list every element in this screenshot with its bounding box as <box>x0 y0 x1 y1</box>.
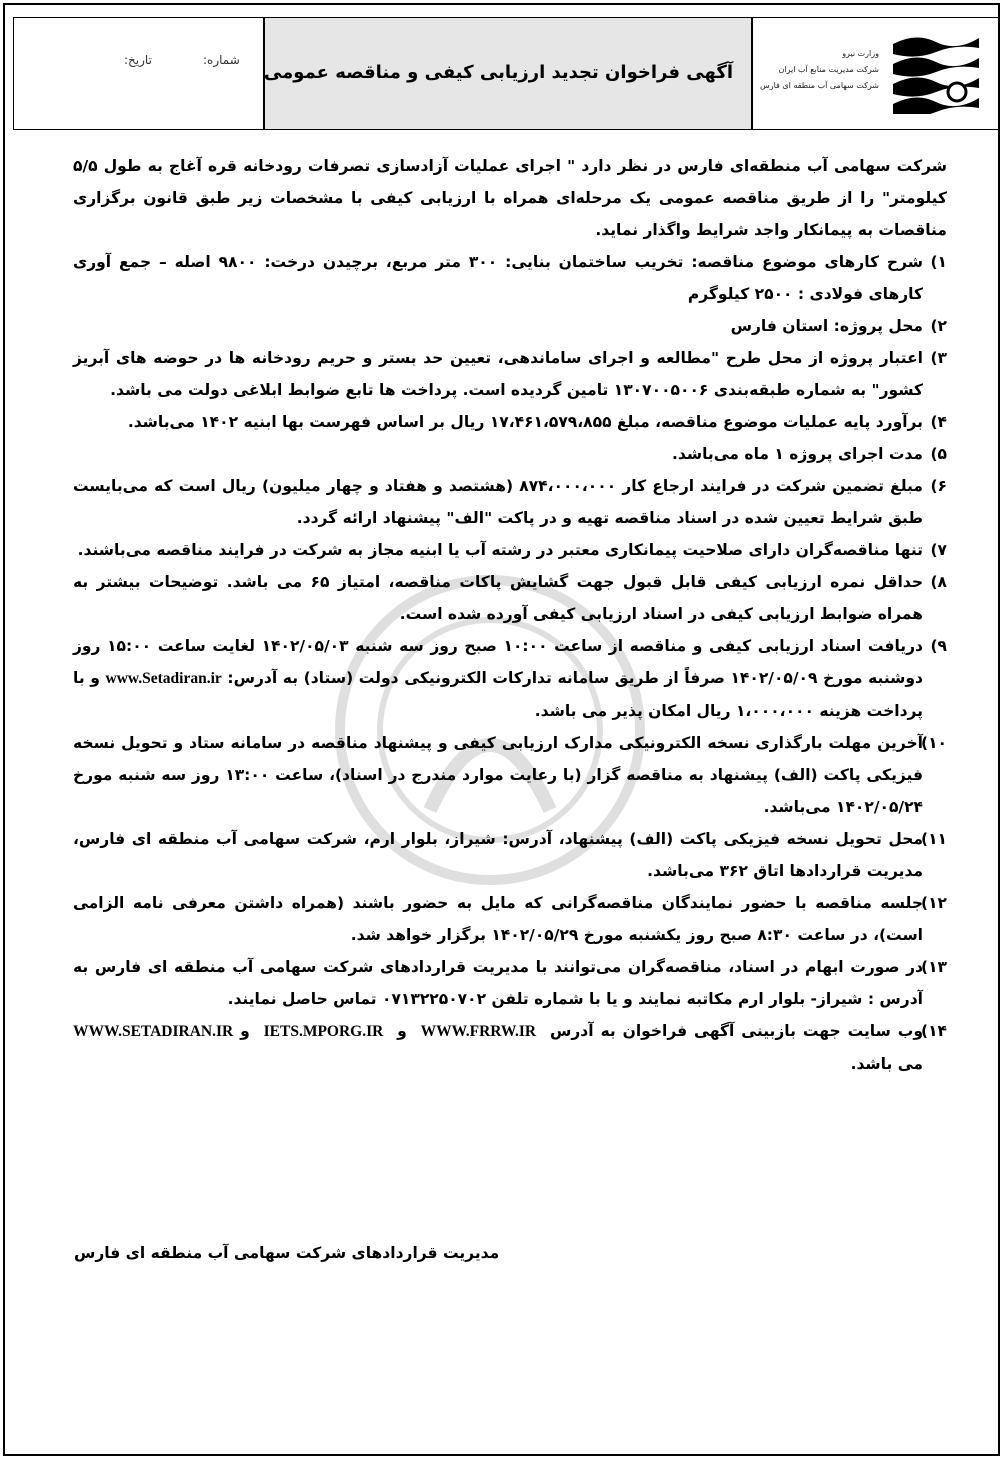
number-label: شماره: <box>203 53 240 67</box>
item-number: ۳) <box>930 349 947 367</box>
item-number: ۱۳) <box>920 958 947 976</box>
joiner-and-2: و <box>240 1022 250 1040</box>
iets-link[interactable]: IETS.MPORG.IR <box>263 1023 384 1040</box>
item-text: در صورت ابهام در اسناد، مناقصه‌گران می‌توانند با مدیریت قراردادهای شرکت سهامی آب منطقه ای فارس به آدرس : شیراز- بلوار ارم مکاتبه نمایند و یا با شماره تلفن ۰۷۱۳۲۲۵۰۷۰۲ تماس حاصل نمایند. <box>73 958 923 1008</box>
item-text: تنها مناقصه‌گران دارای صلاحیت پیمانکاری معتبر در رشته آب یا ابنیه مجاز به شرکت در فرایند مناقصه می‌باشند. <box>77 541 923 559</box>
item-number: ۵) <box>930 445 947 463</box>
list-item <box>73 823 947 887</box>
list-item <box>73 727 947 823</box>
item-number: ۶) <box>930 477 947 495</box>
item-number: ۱۰) <box>920 734 947 752</box>
joiner-and: و <box>397 1022 407 1040</box>
list-item <box>73 951 947 1015</box>
list-item <box>73 438 947 470</box>
date-label: تاریخ: <box>124 53 152 67</box>
letterhead <box>13 17 1000 130</box>
organization-names <box>760 46 879 94</box>
list-item <box>73 630 947 727</box>
item-text: محل تحویل نسخه فیزیکی پاکت (الف) پیشنهاد، آدرس: شیراز، بلوار ارم، شرکت سهامی آب منطقه ای فارس، مدیریت قراردادها اتاق ۳۶۲ می‌باشد. <box>73 830 923 880</box>
setadiran-link[interactable]: www.Setadiran.ir <box>105 670 222 687</box>
org-line-ministry: وزارت نیرو <box>842 49 879 58</box>
item-text: شرح کارهای موضوع مناقصه: تخریب ساختمان بنایی: ۳۰۰ متر مربع، برچیدن درخت: ۹۸۰۰ اصله – جمع آوری کارهای فولادی : ۲۵۰۰ کیلوگرم <box>73 253 923 303</box>
list-item <box>73 246 947 310</box>
item-text: برآورد پایه عملیات موضوع مناقصه، مبلغ ۱۷،۴۶۱،۵۷۹،۸۵۵ ریال بر اساس فهرست بها ابنیه ۱۴۰۲ می‌باشد. <box>127 413 923 431</box>
item-text: حداقل نمره ارزیابی کیفی قابل قبول جهت گشایش پاکات مناقصه، امتیاز ۶۵ می باشد. توضیحات بیشتر به همراه ضوابط ارزیابی کیفی در اسناد ارزیابی کیفی آورده شده است. <box>73 573 923 623</box>
item-number: ۱۱) <box>920 830 947 848</box>
org-line-company: شرکت مدیریت منابع آب ایران <box>778 65 879 74</box>
item-text: مدت اجرای پروژه ۱ ماه می‌باشد. <box>672 445 923 463</box>
list-item <box>73 534 947 566</box>
frrw-link[interactable]: WWW.FRRW.IR <box>420 1023 537 1040</box>
item-number: ۴) <box>930 413 947 431</box>
title-box <box>264 17 752 130</box>
list-item <box>73 887 947 951</box>
list-item <box>73 406 947 438</box>
list-item <box>73 566 947 630</box>
org-line-regional: شرکت سهامی آب منطقه ای فارس <box>759 81 879 90</box>
item-text: دریافت اسناد ارزیابی کیفی و مناقصه از ساعت ۱۰:۰۰ صبح روز سه شنبه ۱۴۰۲/۰۵/۰۳ لغایت ساعت ۱۵:۰۰ روز دوشنبه مورخ ۱۴۰۲/۰۵/۰۹ صرفاً از طریق سامانه تدارکات الکترونیکی دولت (ستاد) به آدرس: <box>73 637 924 687</box>
item-text: محل پروژه: استان فارس <box>730 317 923 335</box>
item-number: ۱) <box>930 253 947 271</box>
item-text: مبلغ تضمین شرکت در فرایند ارجاع کار ۸۷۴،۰۰۰،۰۰۰ (هشتصد و هفتاد و چهار میلیون) ریال است که می‌بایست طبق شرایط تعیین شده در اسناد مناقصه تهیه و در پاکت "الف" پیشنهاد ارائه گردد. <box>73 477 923 527</box>
item-tail: و با پرداخت هزینه ۱،۰۰۰،۰۰۰ ریال امکان پذیر می باشد. <box>73 669 923 720</box>
item-number: ۸) <box>930 573 947 591</box>
list-item <box>73 470 947 534</box>
item-number: ۹) <box>930 637 947 655</box>
item-text: اعتبار پروژه از محل طرح "مطالعه و اجرای ساماندهی، تعیین حد بستر و حریم رودخانه ها در حوضه های آبریز کشور" به شماره طبقه‌بندی ۱۳۰۷۰۰۵۰۰۶ تامین گردیده است. پرداخت ها تابع ضوابط ابلاغی دولت می باشد. <box>73 349 923 399</box>
announcement-body <box>73 150 947 1080</box>
item-text: آخرین مهلت بارگذاری نسخه الکترونیکی مدارک ارزیابی کیفی و پیشنهاد مناقصه در سامانه ستاد و تحویل نسخه فیزیکی پاکت (الف) پیشنهاد به مناقصه گزار (با رعایت موارد مندرج در اسناد)، ساعت ۱۳:۰۰ روز سه شنبه مورخ ۱۴۰۲/۰۵/۲۴ می‌باشد. <box>73 734 924 816</box>
signature-line: مدیریت قراردادهای شرکت سهامی آب منطقه ای فارس <box>74 1244 500 1262</box>
item-number: ۱۲) <box>920 894 947 912</box>
item-number: ۱۴) <box>920 1022 947 1040</box>
item-tail: می باشد. <box>850 1055 923 1073</box>
water-waves-logo-icon <box>891 32 981 114</box>
intro-paragraph: شرکت سهامی آب منطقه‌ای فارس در نظر دارد " اجرای عملیات آزادسازی تصرفات رودخانه قره آغاج به طول ۵/۵ کیلومتر" را از طریق مناقصه عمومی یک مرحله‌ای همراه با ارزیابی کیفی با مشخصات زیر طبق قانون برگزاری مناقصات به پیمانکار واجد شرایط واگذار نماید. <box>73 157 947 239</box>
organization-box <box>752 17 1000 130</box>
item-number: ۷) <box>930 541 947 559</box>
number-date-box <box>13 17 264 130</box>
list-item <box>73 1015 947 1080</box>
item-text: وب سایت جهت بازبینی آگهی فراخوان به آدرس <box>549 1022 923 1040</box>
list-item <box>73 310 947 342</box>
item-number: ۲) <box>930 317 947 335</box>
list-item <box>73 342 947 406</box>
setadiran-caps-link[interactable]: WWW.SETADIRAN.IR <box>73 1023 234 1040</box>
item-text: جلسه مناقصه با حضور نمایندگان مناقصه‌گرانی که مایل به حضور باشند (همراه داشتن معرفی نامه الزامی است)، در ساعت ۸:۳۰ صبح روز یکشنبه مورخ ۱۴۰۲/۰۵/۲۹ برگزار خواهد شد. <box>73 894 923 944</box>
page-title: آگهی فراخوان تجدید ارزیابی کیفی و مناقصه عمومی <box>263 62 733 83</box>
